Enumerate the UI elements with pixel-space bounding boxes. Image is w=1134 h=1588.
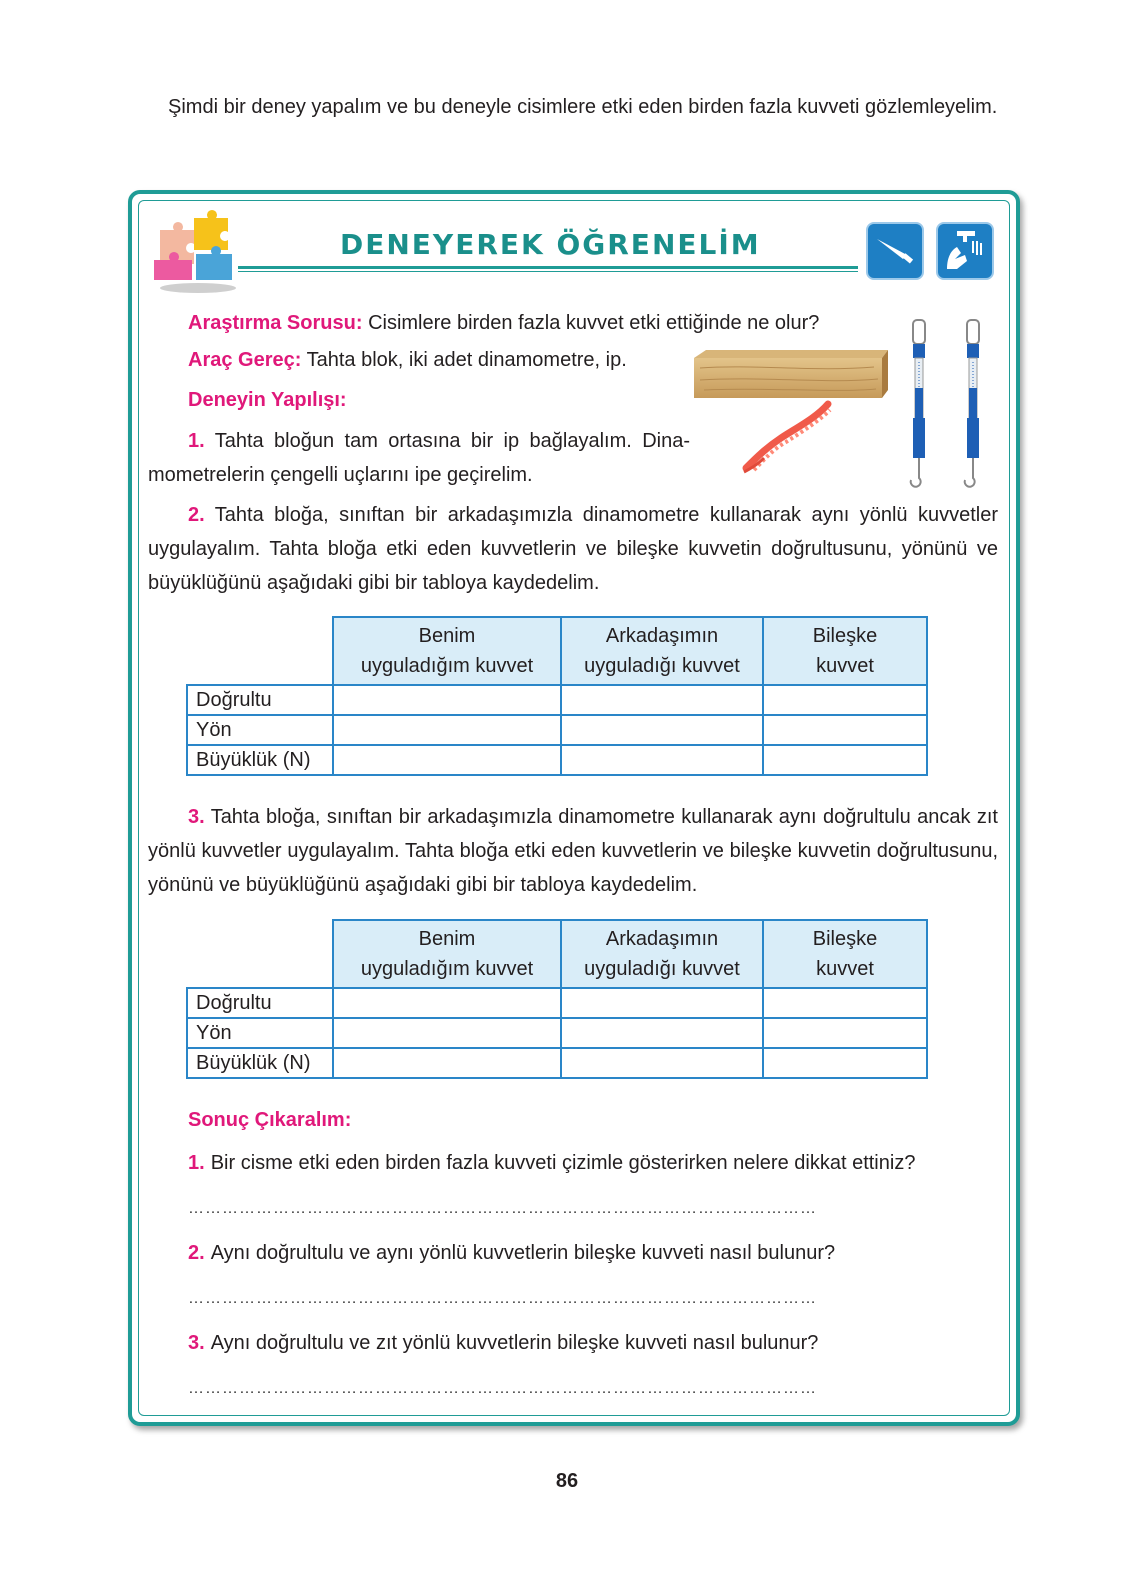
step-2: 2. Tahta bloğa, sınıftan bir arkadaşımızla dinamometre kullanarak aynı yönlü kuvvetler uygulayalım. Tahta bloğa etki eden kuvvetlerin ve bileşke kuvvetin doğrultusunu, yönünü ve büyüklüğünü aşağıdaki gibi bir tabloya kaydedelim.	[148, 504, 998, 594]
question-3: 3. Aynı doğrultulu ve zıt yönlü kuvvetlerin bileşke kuvveti nasıl bulunur?	[188, 1332, 819, 1354]
answer-cell[interactable]	[763, 988, 927, 1018]
materials: Araç Gereç: Tahta blok, iki adet dinamometre, ip.	[188, 349, 627, 371]
table-row	[187, 988, 927, 1018]
answer-cell[interactable]	[561, 745, 763, 775]
answer-cell[interactable]	[763, 685, 927, 715]
puzzle-pieces-icon	[150, 210, 240, 295]
question-1: 1. Bir cisme etki eden birden fazla kuvveti çizimle gösterirken nelere dikkat ettiniz?	[188, 1152, 916, 1174]
answer-cell[interactable]	[333, 1048, 561, 1078]
answer-line-2[interactable]: …………………………………………………………………………………………………	[188, 1290, 817, 1307]
title-underline	[238, 266, 858, 269]
answer-line-1[interactable]: …………………………………………………………………………………………………	[188, 1200, 817, 1217]
table-row	[187, 1018, 927, 1048]
question-2: 2. Aynı doğrultulu ve aynı yönlü kuvvetlerin bileşke kuvveti nasıl bulunur?	[188, 1242, 836, 1264]
hand-washing-icon	[936, 222, 994, 280]
row-label: Doğrultu	[187, 988, 333, 1018]
answer-cell[interactable]	[561, 685, 763, 715]
answer-cell[interactable]	[763, 745, 927, 775]
answer-cell[interactable]	[333, 745, 561, 775]
answer-cell[interactable]	[333, 685, 561, 715]
research-question: Araştırma Sorusu: Cisimlere birden fazla kuvvet etki ettiğinde ne olur?	[188, 312, 820, 334]
conclusion-label: Sonuç Çıkaralım:	[188, 1109, 352, 1131]
answer-cell[interactable]	[561, 988, 763, 1018]
knife-icon	[866, 222, 924, 280]
dynamometers-image	[900, 318, 1000, 493]
results-table-same-direction	[186, 616, 928, 776]
answer-cell[interactable]	[763, 1018, 927, 1048]
row-label: Büyüklük (N)	[187, 1048, 333, 1078]
row-label: Büyüklük (N)	[187, 745, 333, 775]
answer-cell[interactable]	[333, 1018, 561, 1048]
step-3: 3. Tahta bloğa, sınıftan bir arkadaşımızla dinamometre kullanarak aynı doğrultulu ancak zıt yönlü kuvvetler uygulayalım. Tahta bloğa etki eden kuvvetlerin ve bileşke kuvvetin doğrultusunu, yönünü ve büyüklüğünü aşağıdaki gibi bir tabloya kaydedelim.	[148, 806, 998, 896]
row-label: Doğrultu	[187, 685, 333, 715]
table-row	[187, 745, 927, 775]
table-header: Bileşke kuvvet	[763, 617, 927, 685]
answer-cell[interactable]	[561, 715, 763, 745]
table-header: Benim uyguladığım kuvvet	[333, 617, 561, 685]
answer-cell[interactable]	[333, 715, 561, 745]
row-label: Yön	[187, 1018, 333, 1048]
answer-cell[interactable]	[333, 988, 561, 1018]
table-row	[187, 715, 927, 745]
table-row	[187, 1048, 927, 1078]
rope-image	[736, 398, 836, 478]
procedure-label: Deneyin Yapılışı:	[188, 389, 347, 411]
table-header: Benim uyguladığım kuvvet	[333, 920, 561, 988]
table-header: Bileşke kuvvet	[763, 920, 927, 988]
step-1: 1. Tahta bloğun tam ortasına bir ip bağlayalım. Dinamometrelerin çengelli uçlarını ipe geçirelim.	[148, 430, 690, 486]
answer-line-3[interactable]: …………………………………………………………………………………………………	[188, 1380, 817, 1397]
answer-cell[interactable]	[763, 1048, 927, 1078]
row-label: Yön	[187, 715, 333, 745]
page-number: 86	[555, 1470, 579, 1492]
answer-cell[interactable]	[561, 1018, 763, 1048]
wooden-block-image	[694, 350, 888, 398]
answer-cell[interactable]	[763, 715, 927, 745]
results-table-opposite-direction	[186, 919, 928, 1079]
table-header: Arkadaşımın uyguladığı kuvvet	[561, 920, 763, 988]
answer-cell[interactable]	[561, 1048, 763, 1078]
intro-paragraph: Şimdi bir deney yapalım ve bu deneyle cisimlere etki eden birden fazla kuvveti gözlemleyelim.	[168, 96, 998, 118]
section-title: DENEYEREK ÖĞRENELİM	[340, 228, 761, 261]
table-row	[187, 685, 927, 715]
table-header: Arkadaşımın uyguladığı kuvvet	[561, 617, 763, 685]
